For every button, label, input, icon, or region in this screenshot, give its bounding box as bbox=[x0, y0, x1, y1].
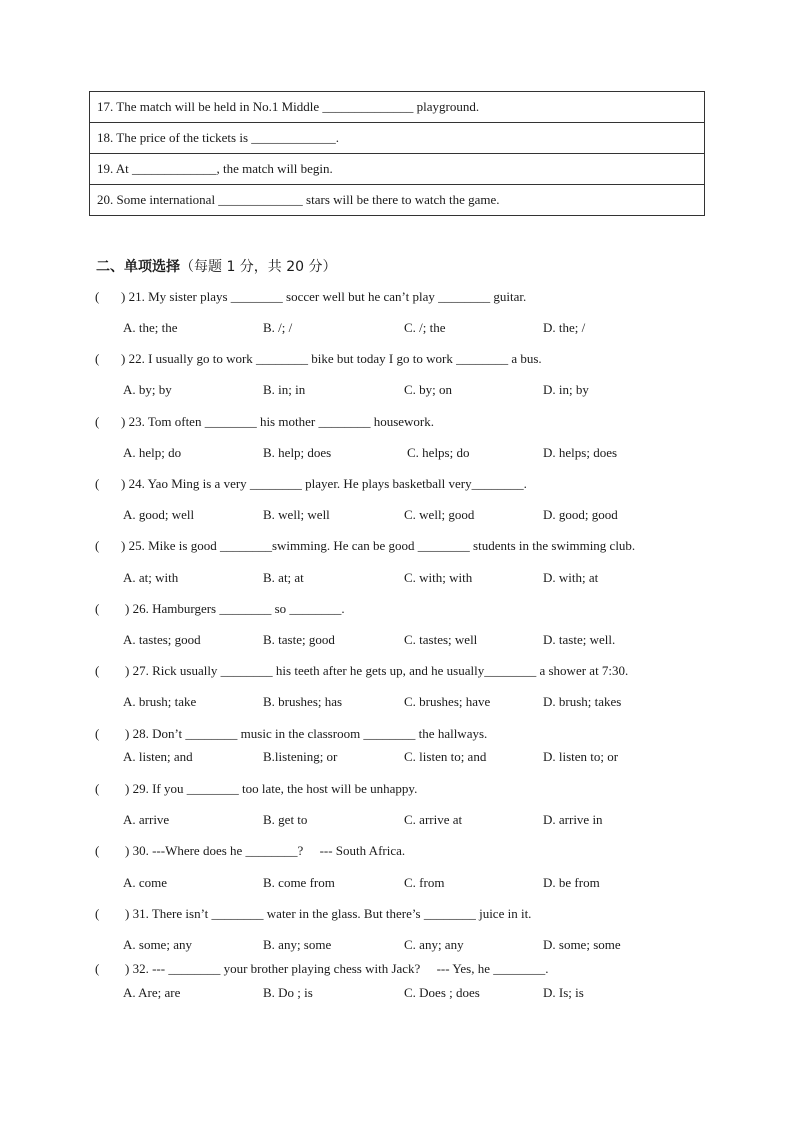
option-c: C. tastes; well bbox=[404, 632, 478, 647]
option-b: B. any; some bbox=[263, 937, 332, 952]
option-a: A. some; any bbox=[123, 937, 192, 952]
section-score-note: （每题 1 分，共 20 分） bbox=[180, 259, 337, 275]
question-21 bbox=[95, 289, 526, 305]
question-22 bbox=[95, 351, 542, 367]
option-b: B. taste; good bbox=[263, 632, 335, 647]
question-text: ) 31. There isn’t ________ water in the glass. But there’s ________ juice in it. bbox=[125, 906, 532, 921]
option-a: A. brush; take bbox=[123, 694, 197, 709]
question-text: ) 27. Rick usually ________ his teeth after he gets up, and he usually________ a shower at 7:30. bbox=[125, 663, 629, 678]
question-29 bbox=[95, 781, 417, 797]
option-a: A. tastes; good bbox=[123, 632, 201, 647]
option-a: A. by; by bbox=[123, 382, 172, 397]
option-b: B. well; well bbox=[263, 507, 330, 522]
option-a: A. listen; and bbox=[123, 749, 193, 764]
question-text: ) 21. My sister plays ________ soccer well but he can’t play ________ guitar. bbox=[121, 289, 527, 304]
option-d: D. in; by bbox=[543, 382, 589, 397]
question-28 bbox=[95, 726, 487, 742]
answer-paren[interactable]: ( bbox=[95, 538, 100, 553]
section-title: 二、单项选择 bbox=[96, 259, 180, 275]
option-c: C. by; on bbox=[404, 382, 453, 397]
question-text: ) 29. If you ________ too late, the host will be unhappy. bbox=[125, 781, 418, 796]
question-31 bbox=[95, 906, 531, 922]
option-d: D. with; at bbox=[543, 570, 599, 585]
option-c: C. arrive at bbox=[404, 812, 463, 827]
option-b: B. brushes; has bbox=[263, 694, 343, 709]
option-a: A. arrive bbox=[123, 812, 170, 827]
option-d: D. listen to; or bbox=[543, 749, 619, 764]
option-b: B.listening; or bbox=[263, 749, 338, 764]
option-a: A. good; well bbox=[123, 507, 195, 522]
option-d: D. arrive in bbox=[543, 812, 603, 827]
option-c: C. brushes; have bbox=[404, 694, 491, 709]
option-b: B. help; does bbox=[263, 445, 332, 460]
section-heading bbox=[96, 256, 337, 276]
option-a: A. the; the bbox=[123, 320, 178, 335]
option-b: B. at; at bbox=[263, 570, 304, 585]
option-c: C. well; good bbox=[404, 507, 475, 522]
question-26 bbox=[95, 601, 345, 617]
option-a: A. at; with bbox=[123, 570, 179, 585]
answer-paren[interactable]: ( bbox=[95, 906, 100, 921]
option-b: B. /; / bbox=[263, 320, 293, 335]
table-row bbox=[90, 154, 705, 185]
option-a: A. help; do bbox=[123, 445, 182, 460]
option-d: D. good; good bbox=[543, 507, 618, 522]
option-c: C. Does ; does bbox=[404, 985, 480, 1000]
option-c: C. listen to; and bbox=[404, 749, 487, 764]
option-c: C. any; any bbox=[404, 937, 464, 952]
option-b: B. get to bbox=[263, 812, 308, 827]
table-cell: 18. The price of the tickets is _____________. bbox=[90, 123, 705, 154]
option-a: A. Are; are bbox=[123, 985, 181, 1000]
table-row bbox=[90, 92, 705, 123]
option-b: B. come from bbox=[263, 875, 335, 890]
answer-paren[interactable]: ( bbox=[95, 414, 100, 429]
question-text: ) 26. Hamburgers ________ so ________. bbox=[125, 601, 345, 616]
option-c: C. /; the bbox=[404, 320, 446, 335]
answer-paren[interactable]: ( bbox=[95, 726, 100, 741]
table-cell: 20. Some international _____________ stars will be there to watch the game. bbox=[90, 185, 705, 216]
option-a: A. come bbox=[123, 875, 168, 890]
option-d: D. some; some bbox=[543, 937, 621, 952]
question-text: ) 24. Yao Ming is a very ________ player. He plays basketball very________. bbox=[121, 476, 527, 491]
option-d: D. Is; is bbox=[543, 985, 584, 1000]
option-d: D. brush; takes bbox=[543, 694, 622, 709]
option-c: C. helps; do bbox=[407, 445, 470, 460]
option-c: C. with; with bbox=[404, 570, 473, 585]
question-25 bbox=[95, 538, 635, 554]
table-row bbox=[90, 123, 705, 154]
question-text: ) 30. ---Where does he ________? --- South Africa. bbox=[125, 843, 406, 858]
answer-paren[interactable]: ( bbox=[95, 601, 100, 616]
answer-paren[interactable]: ( bbox=[95, 961, 100, 976]
option-b: B. in; in bbox=[263, 382, 306, 397]
question-text: ) 23. Tom often ________ his mother ________ housework. bbox=[121, 414, 434, 429]
question-text: ) 28. Don’t ________ music in the classroom ________ the hallways. bbox=[125, 726, 488, 741]
fill-in-table bbox=[89, 91, 705, 216]
option-d: D. the; / bbox=[543, 320, 586, 335]
answer-paren[interactable]: ( bbox=[95, 476, 100, 491]
answer-paren[interactable]: ( bbox=[95, 781, 100, 796]
answer-paren[interactable]: ( bbox=[95, 289, 100, 304]
question-27 bbox=[95, 663, 628, 679]
question-23 bbox=[95, 414, 434, 430]
option-d: D. be from bbox=[543, 875, 600, 890]
question-text: ) 22. I usually go to work ________ bike but today I go to work ________ a bus. bbox=[121, 351, 542, 366]
question-text: ) 25. Mike is good ________swimming. He can be good ________ students in the swimming club. bbox=[121, 538, 636, 553]
question-24 bbox=[95, 476, 527, 492]
question-30 bbox=[95, 843, 405, 859]
table-cell: 17. The match will be held in No.1 Middle ______________ playground. bbox=[90, 92, 705, 123]
option-d: D. helps; does bbox=[543, 445, 618, 460]
answer-paren[interactable]: ( bbox=[95, 843, 100, 858]
question-text: ) 32. --- ________ your brother playing chess with Jack? --- Yes, he ________. bbox=[125, 961, 549, 976]
table-cell: 19. At _____________, the match will begin. bbox=[90, 154, 705, 185]
table-row bbox=[90, 185, 705, 216]
answer-paren[interactable]: ( bbox=[95, 351, 100, 366]
option-c: C. from bbox=[404, 875, 445, 890]
answer-paren[interactable]: ( bbox=[95, 663, 100, 678]
option-b: B. Do ; is bbox=[263, 985, 313, 1000]
question-32 bbox=[95, 961, 549, 977]
option-d: D. taste; well. bbox=[543, 632, 616, 647]
